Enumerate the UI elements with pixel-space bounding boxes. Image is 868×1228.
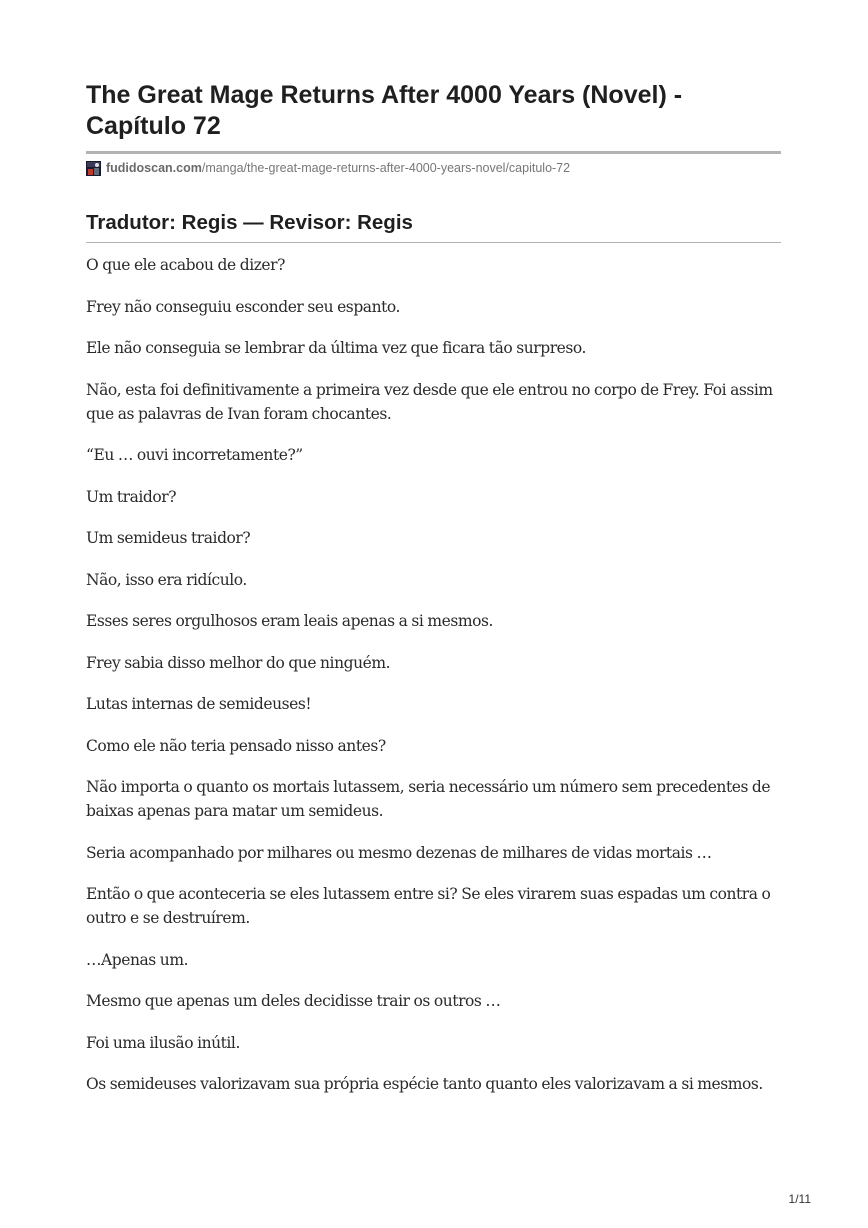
paragraph: Então o que aconteceria se eles lutassem entre si? Se eles virarem suas espadas um contra o outro e se destruírem. xyxy=(86,885,771,927)
source-path: /manga/the-great-mage-returns-after-4000-years-novel/capitulo-72 xyxy=(201,161,571,175)
site-favicon-icon xyxy=(86,161,101,176)
paragraph: Não, isso era ridículo. xyxy=(86,570,247,589)
paragraph: Foi uma ilusão inútil. xyxy=(86,1033,240,1052)
paragraph: Os semideuses valorizavam sua própria espécie tanto quanto eles valorizavam a si mesmos. xyxy=(86,1075,763,1093)
page-number: 1/11 xyxy=(788,1192,811,1206)
paragraph: Não, esta foi definitivamente a primeira vez desde que ele entrou no corpo de Frey. Foi assim que as palavras de Ivan foram chocantes. xyxy=(86,380,773,423)
translator-credits-heading: Tradutor: Regis — Revisor: Regis xyxy=(86,211,781,243)
paragraph: Um traidor? xyxy=(86,487,177,506)
document-page xyxy=(86,80,781,1114)
paragraph: …Apenas um. xyxy=(86,950,189,969)
source-line xyxy=(86,159,781,177)
source-link[interactable] xyxy=(106,161,570,175)
paragraph: Como ele não teria pensado nisso antes? xyxy=(86,736,386,755)
paragraph: Esses seres orgulhosos eram leais apenas a si mesmos. xyxy=(86,612,493,630)
paragraph: Não importa o quanto os mortais lutassem, seria necessário um número sem precedentes de baixas apenas para matar um semideus. xyxy=(86,778,771,820)
paragraph: Frey sabia disso melhor do que ninguém. xyxy=(86,653,391,672)
paragraph: Lutas internas de semideuses! xyxy=(86,695,312,713)
paragraph: Mesmo que apenas um deles decidisse trair os outros … xyxy=(86,992,501,1010)
paragraph: Seria acompanhado por milhares ou mesmo dezenas de milhares de vidas mortais … xyxy=(86,843,712,862)
chapter-content xyxy=(86,253,781,1096)
paragraph: O que ele acabou de dizer? xyxy=(86,256,285,274)
paragraph: Frey não conseguiu esconder seu espanto. xyxy=(86,297,400,316)
page-title: The Great Mage Returns After 4000 Years (Novel) - Capítulo 72 xyxy=(86,80,781,154)
source-domain: fudidoscan.com xyxy=(106,161,202,175)
paragraph: “Eu … ouvi incorretamente?” xyxy=(86,446,303,464)
paragraph: Um semideus traidor? xyxy=(86,529,251,547)
paragraph: Ele não conseguia se lembrar da última vez que ficara tão surpreso. xyxy=(86,339,586,357)
